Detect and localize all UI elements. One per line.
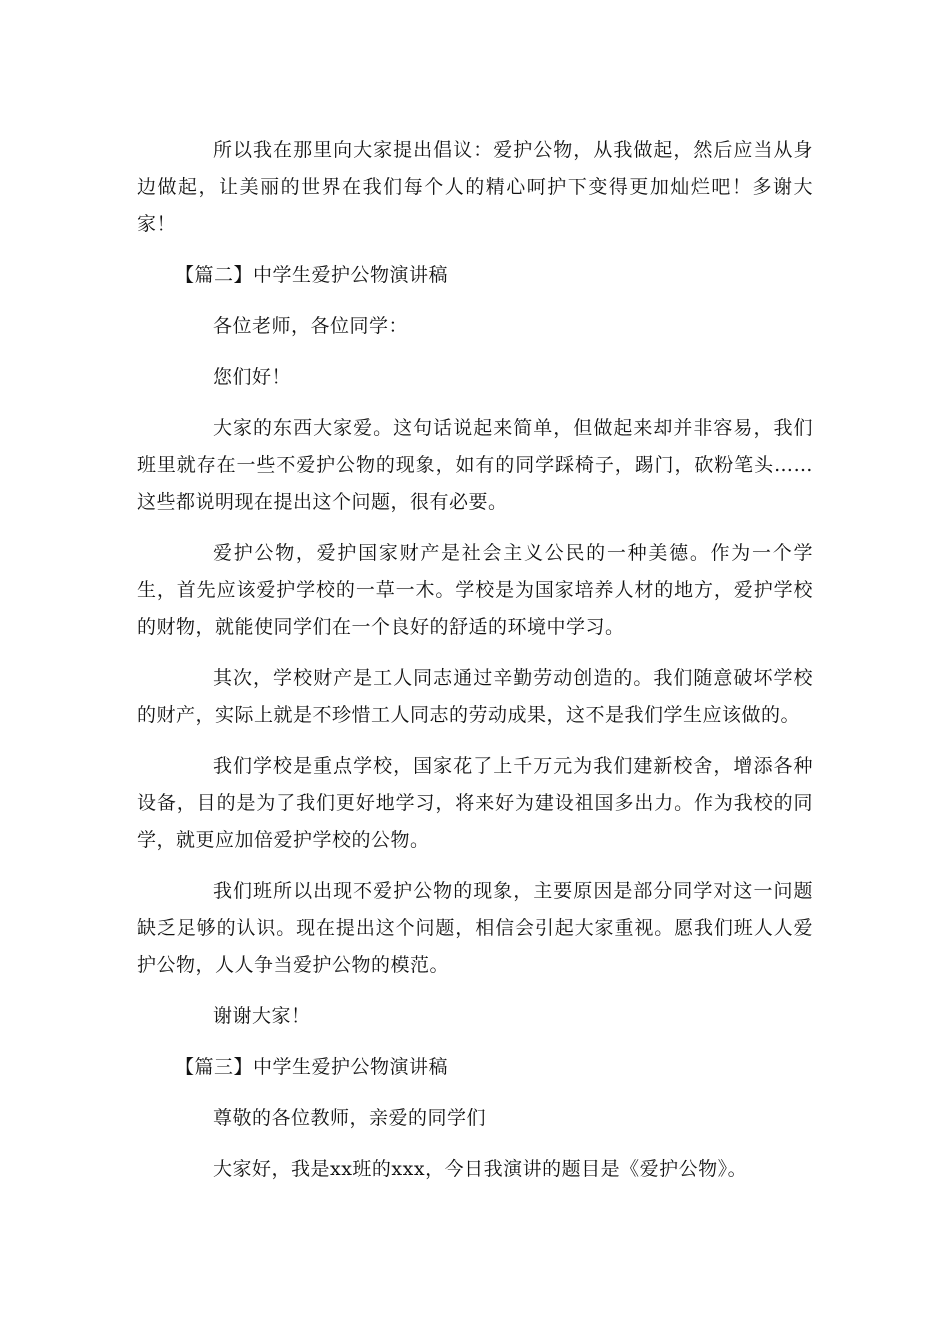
paragraph-reason: 我们班所以出现不爱护公物的现象，主要原因是部分同学对这一问题缺乏足够的认识。现在提出这个问题，相信会引起大家重视。愿我们班人人爱护公物，人人争当爱护公物的模范。 xyxy=(137,880,813,976)
paragraph-salutation: 各位老师，各位同学： xyxy=(213,315,409,337)
paragraph-school: 我们学校是重点学校，国家花了上千万元为我们建新校舍，增添各种设备，目的是为了我们更好地学习，将来好为建设祖国多出力。作为我校的同学，就更应加倍爱护学校的公物。 xyxy=(137,755,813,851)
paragraph-self-intro: 大家好，我是xx班的xxx，今日我演讲的题目是《爱护公物》。 xyxy=(213,1158,748,1180)
paragraph-proposal: 所以我在那里向大家提出倡议：爱护公物，从我做起，然后应当从身边做起，让美丽的世界在我们每个人的精心呵护下变得更加灿烂吧！多谢大家！ xyxy=(137,139,813,235)
document-body xyxy=(137,132,813,1202)
paragraph-salutation-two: 尊敬的各位教师，亲爱的同学们 xyxy=(213,1107,487,1129)
paragraph-intro: 大家的东西大家爱。这句话说起来简单，但做起来却并非容易，我们班里就存在一些不爱护公物的现象，如有的同学踩椅子，踢门，砍粉笔头……这些都说明现在提出这个问题，很有必要。 xyxy=(137,417,813,513)
paragraph-thanks: 谢谢大家！ xyxy=(213,1005,311,1027)
section-heading-part-three: 【篇三】中学生爱护公物演讲稿 xyxy=(175,1056,449,1078)
section-heading-part-two: 【篇二】中学生爱护公物演讲稿 xyxy=(175,264,449,286)
paragraph-virtue: 爱护公物，爱护国家财产是社会主义公民的一种美德。作为一个学生，首先应该爱护学校的一草一木。学校是为国家培养人材的地方，爱护学校的财物，就能使同学们在一个良好的舒适的环境中学习。 xyxy=(137,542,813,638)
paragraph-workers: 其次，学校财产是工人同志通过辛勤劳动创造的。我们随意破坏学校的财产，实际上就是不珍惜工人同志的劳动成果，这不是我们学生应该做的。 xyxy=(137,667,813,726)
paragraph-greeting: 您们好！ xyxy=(213,366,292,388)
